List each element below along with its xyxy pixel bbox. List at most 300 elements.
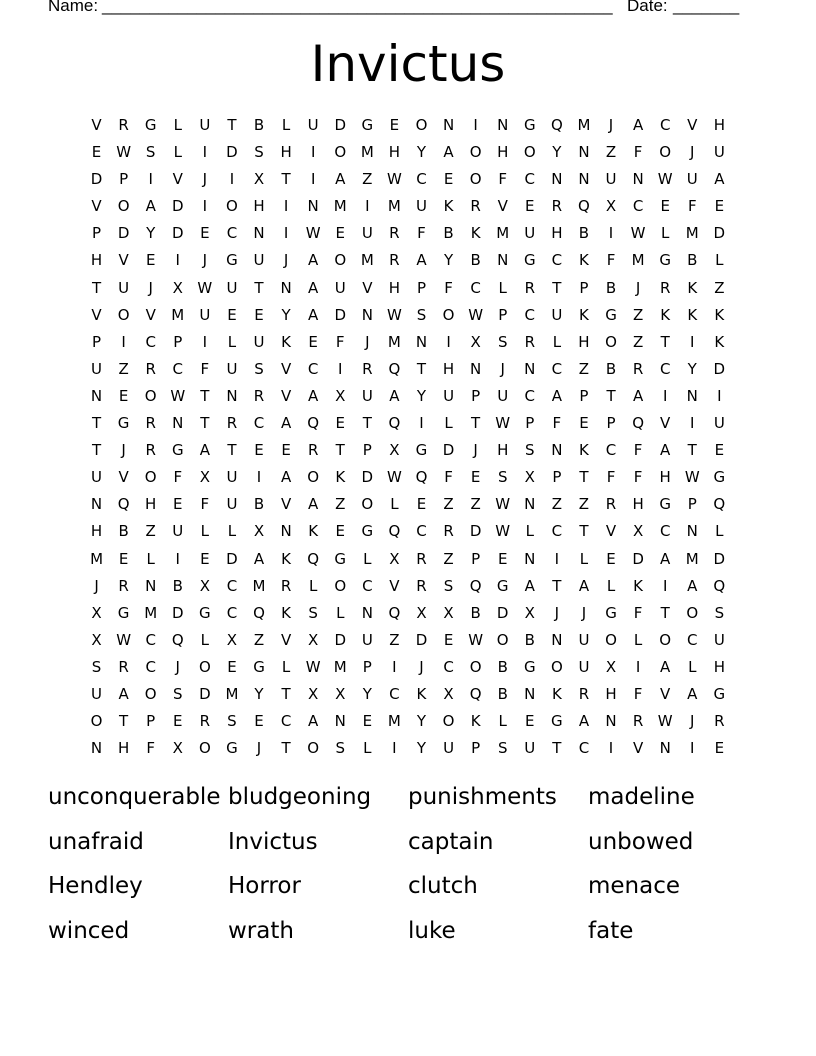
grid-letter: V	[172, 170, 183, 189]
grid-letter: N	[524, 549, 536, 568]
grid-letter: U	[199, 116, 211, 134]
grid-letter: L	[715, 251, 724, 270]
grid-letter: T	[416, 359, 427, 378]
grid-letter: E	[362, 712, 373, 731]
grid-letter: O	[496, 630, 509, 649]
grid-letter: Z	[578, 359, 590, 378]
grid-letter: F	[200, 495, 210, 514]
grid-letter: V	[280, 359, 292, 378]
grid-letter: L	[308, 576, 318, 595]
grid-letter: N	[524, 495, 536, 514]
grid-letter: U	[334, 278, 346, 297]
grid-letter: I	[365, 197, 370, 216]
grid-letter: K	[281, 603, 291, 622]
grid-letter: L	[715, 522, 724, 541]
grid-letter: O	[226, 197, 238, 216]
grid-letter: H	[713, 116, 725, 134]
grid-letter: R	[145, 359, 156, 378]
grid-letter: T	[227, 441, 237, 460]
grid-letter: W	[495, 522, 511, 541]
grid-letter: G	[415, 441, 428, 460]
word-list-item: unafraid	[48, 828, 144, 855]
grid-letter: B	[470, 251, 481, 270]
grid-letter: M	[387, 197, 401, 216]
grid-letter: U	[172, 522, 184, 541]
grid-letter: X	[308, 630, 319, 649]
grid-row	[83, 491, 733, 518]
grid-letter: I	[256, 468, 262, 487]
grid-letter: D	[90, 170, 103, 189]
grid-letter: N	[578, 143, 590, 162]
grid-letter: D	[171, 603, 184, 622]
grid-letter: D	[334, 305, 347, 324]
grid-letter: C	[659, 522, 671, 541]
grid-letter: X	[335, 684, 346, 703]
grid-letter: L	[281, 657, 291, 676]
grid-letter: K	[470, 712, 481, 731]
grid-letter: K	[443, 197, 454, 216]
grid-letter: K	[714, 305, 725, 324]
grid-letter: P	[362, 441, 372, 460]
grid-letter: B	[605, 359, 617, 378]
grid-letter: X	[91, 630, 102, 649]
grid-letter: C	[389, 684, 400, 703]
grid-letter: K	[687, 278, 698, 297]
grid-letter: H	[145, 495, 157, 514]
grid-letter: F	[633, 468, 643, 487]
grid-letter: V	[687, 116, 698, 134]
word-list-item: bludgeoning	[228, 784, 372, 810]
grid-letter: W	[657, 712, 673, 731]
grid-letter: C	[687, 630, 698, 649]
grid-letter: U	[226, 468, 238, 487]
grid-letter: K	[579, 251, 589, 270]
grid-letter: C	[145, 630, 156, 649]
grid-letter: I	[283, 224, 289, 243]
grid-letter: I	[338, 359, 343, 378]
grid-letter: P	[687, 495, 697, 514]
grid-letter: C	[632, 197, 644, 216]
letter-grid	[83, 112, 733, 762]
grid-letter: W	[116, 143, 132, 162]
grid-letter: E	[227, 657, 237, 676]
grid-letter: Z	[714, 278, 725, 297]
grid-letter: N	[659, 739, 671, 758]
grid-letter: Q	[713, 576, 726, 595]
grid-letter: O	[198, 739, 211, 758]
word-list-item: madeline	[588, 784, 695, 810]
grid-letter: C	[307, 359, 319, 378]
grid-letter: U	[686, 170, 698, 189]
grid-letter: R	[443, 522, 454, 541]
grid-letter: B	[443, 224, 454, 243]
grid-letter: H	[578, 332, 590, 351]
grid-letter: M	[252, 576, 266, 595]
grid-letter: I	[392, 657, 397, 676]
grid-letter: O	[659, 143, 672, 162]
grid-letter: I	[662, 576, 668, 595]
grid-letter: L	[363, 739, 372, 758]
grid-letter: R	[280, 576, 292, 595]
grid-letter: R	[226, 414, 238, 433]
grid-row	[83, 735, 733, 762]
grid-letter: A	[578, 712, 590, 731]
grid-letter: N	[172, 414, 184, 433]
grid-letter: A	[308, 251, 319, 270]
grid-letter: F	[606, 251, 616, 270]
grid-letter: J	[94, 576, 99, 595]
grid-letter: H	[632, 495, 644, 514]
grid-letter: T	[119, 712, 129, 731]
grid-letter: U	[605, 170, 617, 189]
grid-letter: D	[415, 630, 428, 649]
grid-letter: G	[605, 305, 617, 324]
grid-letter: L	[661, 224, 670, 243]
grid-letter: S	[145, 143, 156, 162]
grid-letter: U	[253, 251, 265, 270]
grid-letter: Y	[281, 305, 291, 324]
grid-letter: X	[389, 549, 400, 568]
grid-letter: U	[91, 359, 103, 378]
grid-letter: R	[714, 712, 725, 731]
grid-letter: Z	[605, 143, 617, 162]
grid-letter: H	[497, 143, 509, 162]
grid-letter: O	[605, 630, 617, 649]
page-title: Invictus	[310, 35, 506, 93]
grid-letter: K	[687, 305, 698, 324]
grid-letter: R	[578, 684, 590, 703]
grid-letter: L	[606, 576, 616, 595]
grid-letter: T	[362, 414, 372, 433]
grid-letter: X	[199, 468, 210, 487]
grid-letter: F	[335, 332, 345, 351]
grid-letter: C	[226, 603, 238, 622]
grid-letter: E	[118, 386, 129, 405]
grid-letter: D	[442, 441, 455, 460]
grid-letter: M	[225, 684, 239, 703]
grid-letter: T	[254, 278, 264, 297]
grid-letter: Q	[307, 549, 320, 568]
grid-letter: C	[416, 170, 427, 189]
grid-letter: X	[172, 739, 183, 758]
grid-letter: M	[577, 116, 591, 134]
grid-letter: W	[170, 386, 186, 405]
grid-letter: O	[198, 657, 211, 676]
grid-letter: F	[173, 468, 183, 487]
grid-letter: S	[443, 576, 454, 595]
grid-letter: R	[470, 197, 481, 216]
grid-letter: A	[335, 170, 346, 189]
grid-letter: A	[280, 414, 292, 433]
grid-letter: X	[199, 576, 210, 595]
grid-letter: G	[713, 468, 726, 487]
grid-letter: U	[118, 278, 130, 297]
grid-letter: Q	[171, 630, 184, 649]
grid-letter: A	[524, 576, 535, 595]
grid-letter: L	[498, 278, 507, 297]
date-label: Date:	[627, 0, 668, 15]
grid-letter: G	[226, 251, 238, 270]
grid-letter: D	[334, 630, 347, 649]
grid-letter: E	[254, 441, 264, 460]
word-list-item: menace	[588, 873, 681, 899]
grid-letter: D	[713, 549, 726, 568]
grid-letter: T	[281, 170, 291, 189]
grid-letter: X	[335, 386, 346, 405]
grid-letter: Q	[117, 495, 130, 514]
grid-letter: R	[659, 278, 671, 297]
grid-letter: K	[281, 332, 291, 351]
grid-letter: O	[442, 712, 455, 731]
grid-letter: R	[199, 712, 211, 731]
grid-letter: Q	[253, 603, 265, 622]
grid-letter: H	[605, 684, 617, 703]
grid-letter: U	[524, 739, 536, 758]
grid-letter: L	[173, 143, 182, 162]
grid-letter: N	[551, 630, 563, 649]
grid-letter: O	[469, 170, 482, 189]
grid-letter: H	[388, 278, 401, 297]
grid-letter: V	[389, 576, 400, 595]
grid-letter: U	[253, 332, 265, 351]
grid-letter: U	[578, 657, 590, 676]
grid-letter: Z	[118, 359, 129, 378]
grid-letter: O	[144, 386, 157, 405]
grid-letter: I	[662, 386, 668, 405]
grid-letter: I	[175, 549, 180, 568]
grid-letter: A	[687, 576, 698, 595]
grid-letter: D	[226, 549, 238, 568]
grid-letter: V	[91, 116, 102, 134]
grid-letter: T	[660, 332, 670, 351]
grid-letter: G	[523, 657, 536, 676]
grid-letter: G	[605, 603, 617, 622]
grid-letter: N	[90, 386, 103, 405]
grid-letter: G	[171, 441, 184, 460]
grid-letter: G	[659, 495, 671, 514]
grid-letter: J	[554, 603, 560, 622]
grid-letter: Y	[443, 251, 454, 270]
grid-letter: U	[713, 630, 725, 649]
grid-letter: F	[633, 603, 643, 622]
grid-letter: C	[172, 359, 184, 378]
grid-letter: W	[305, 224, 321, 243]
grid-letter: U	[524, 224, 536, 243]
grid-letter: L	[633, 630, 643, 649]
grid-letter: P	[498, 305, 508, 324]
grid-letter: B	[497, 657, 508, 676]
grid-letter: D	[117, 224, 130, 243]
grid-letter: U	[443, 386, 455, 405]
grid-letter: V	[280, 386, 292, 405]
word-list-item: Hendley	[48, 873, 143, 899]
grid-letter: X	[524, 603, 535, 622]
grid-letter: C	[605, 441, 617, 460]
grid-letter: X	[443, 603, 454, 622]
grid-letter: Z	[551, 495, 562, 514]
grid-letter: V	[91, 305, 102, 324]
grid-letter: U	[91, 684, 103, 703]
grid-letter: S	[91, 657, 102, 676]
grid-letter: N	[253, 224, 265, 243]
grid-letter: U	[443, 739, 455, 758]
word-list-item: Invictus	[228, 828, 318, 855]
grid-letter: E	[497, 549, 508, 568]
grid-letter: V	[145, 305, 156, 324]
grid-letter: G	[117, 603, 130, 622]
grid-letter: N	[307, 197, 319, 216]
grid-letter: I	[283, 197, 289, 216]
grid-letter: S	[227, 712, 237, 731]
grid-letter: A	[551, 386, 562, 405]
grid-letter: A	[308, 495, 319, 514]
grid-letter: T	[579, 522, 589, 541]
grid-letter: R	[118, 657, 129, 676]
grid-letter: T	[200, 414, 210, 433]
grid-letter: A	[389, 386, 400, 405]
grid-letter: J	[148, 278, 153, 297]
grid-letter: R	[632, 712, 644, 731]
grid-letter: N	[605, 712, 617, 731]
grid-letter: A	[714, 170, 725, 189]
grid-letter: H	[388, 143, 401, 162]
grid-letter: U	[361, 224, 373, 243]
grid-row	[83, 546, 733, 573]
grid-letter: B	[524, 630, 535, 649]
grid-letter: C	[524, 305, 536, 324]
grid-letter: R	[416, 576, 427, 595]
grid-letter: E	[335, 414, 345, 433]
grid-letter: X	[91, 603, 102, 622]
grid-row	[83, 708, 733, 735]
grid-letter: U	[551, 305, 563, 324]
grid-letter: C	[551, 251, 563, 270]
grid-letter: N	[415, 332, 428, 351]
grid-letter: F	[444, 278, 453, 297]
grid-letter: Q	[469, 576, 482, 595]
grid-letter: V	[118, 251, 129, 270]
grid-letter: A	[253, 549, 265, 568]
grid-letter: I	[690, 739, 695, 758]
grid-row	[83, 193, 733, 220]
grid-letter: F	[444, 468, 453, 487]
grid-letter: Z	[443, 495, 454, 514]
grid-letter: U	[578, 630, 590, 649]
grid-letter: F	[633, 143, 643, 162]
grid-letter: K	[551, 684, 562, 703]
grid-letter: Q	[388, 359, 401, 378]
grid-letter: E	[606, 549, 616, 568]
grid-letter: D	[199, 684, 211, 703]
grid-letter: A	[660, 441, 671, 460]
grid-letter: C	[551, 522, 563, 541]
word-list-item: winced	[48, 917, 130, 944]
grid-letter: Z	[145, 522, 156, 541]
grid-letter: F	[606, 468, 616, 487]
word-list	[48, 775, 788, 953]
grid-letter: I	[121, 332, 126, 351]
grid-letter: M	[90, 549, 104, 568]
grid-letter: H	[117, 739, 130, 758]
grid-letter: M	[333, 657, 347, 676]
grid-letter: M	[171, 305, 185, 324]
grid-row	[83, 600, 733, 627]
grid-letter: L	[525, 522, 534, 541]
grid-letter: P	[606, 414, 616, 433]
grid-letter: T	[335, 441, 345, 460]
grid-letter: S	[254, 359, 264, 378]
grid-letter: A	[632, 386, 644, 405]
grid-letter: X	[605, 657, 617, 676]
grid-letter: E	[335, 224, 345, 243]
grid-letter: L	[336, 603, 345, 622]
grid-letter: M	[685, 224, 699, 243]
grid-letter: V	[118, 468, 129, 487]
worksheet-header	[48, 0, 748, 18]
grid-letter: F	[633, 684, 643, 703]
grid-letter: E	[91, 143, 102, 162]
grid-letter: O	[415, 116, 428, 134]
grid-letter: M	[144, 603, 158, 622]
grid-letter: U	[361, 630, 373, 649]
grid-row	[83, 329, 733, 356]
grid-letter: E	[227, 305, 237, 324]
grid-letter: E	[714, 739, 725, 758]
grid-row	[83, 356, 733, 383]
grid-letter: T	[552, 576, 562, 595]
grid-letter: D	[713, 224, 726, 243]
grid-letter: J	[500, 359, 505, 378]
grid-letter: N	[497, 116, 509, 134]
grid-letter: P	[92, 332, 102, 351]
grid-letter: S	[335, 739, 345, 758]
grid-letter: A	[308, 386, 319, 405]
grid-letter: A	[632, 116, 644, 134]
grid-letter: H	[497, 441, 509, 460]
grid-letter: A	[416, 251, 427, 270]
grid-letter: Y	[416, 739, 427, 758]
grid-letter: I	[690, 414, 695, 433]
grid-letter: O	[361, 495, 374, 514]
grid-letter: C	[226, 576, 238, 595]
grid-letter: P	[552, 468, 562, 487]
grid-letter: J	[202, 251, 208, 270]
grid-letter: R	[632, 359, 644, 378]
grid-letter: P	[416, 278, 426, 297]
grid-letter: J	[283, 251, 289, 270]
grid-letter: G	[334, 549, 347, 568]
grid-letter: Q	[632, 414, 644, 433]
grid-letter: A	[280, 468, 292, 487]
grid-letter: R	[118, 576, 129, 595]
grid-letter: B	[172, 576, 183, 595]
grid-letter: Q	[307, 414, 320, 433]
grid-letter: L	[200, 522, 210, 541]
grid-letter: M	[496, 224, 510, 243]
grid-letter: W	[468, 630, 484, 649]
grid-letter: I	[310, 143, 316, 162]
grid-letter: R	[145, 441, 156, 460]
grid-letter: C	[659, 359, 671, 378]
grid-letter: V	[660, 414, 671, 433]
grid-letter: O	[334, 576, 347, 595]
grid-letter: H	[90, 522, 103, 541]
grid-letter: M	[333, 197, 347, 216]
grid-letter: R	[362, 359, 373, 378]
grid-letter: L	[173, 116, 182, 134]
grid-letter: Q	[578, 197, 590, 216]
grid-letter: O	[605, 332, 617, 351]
